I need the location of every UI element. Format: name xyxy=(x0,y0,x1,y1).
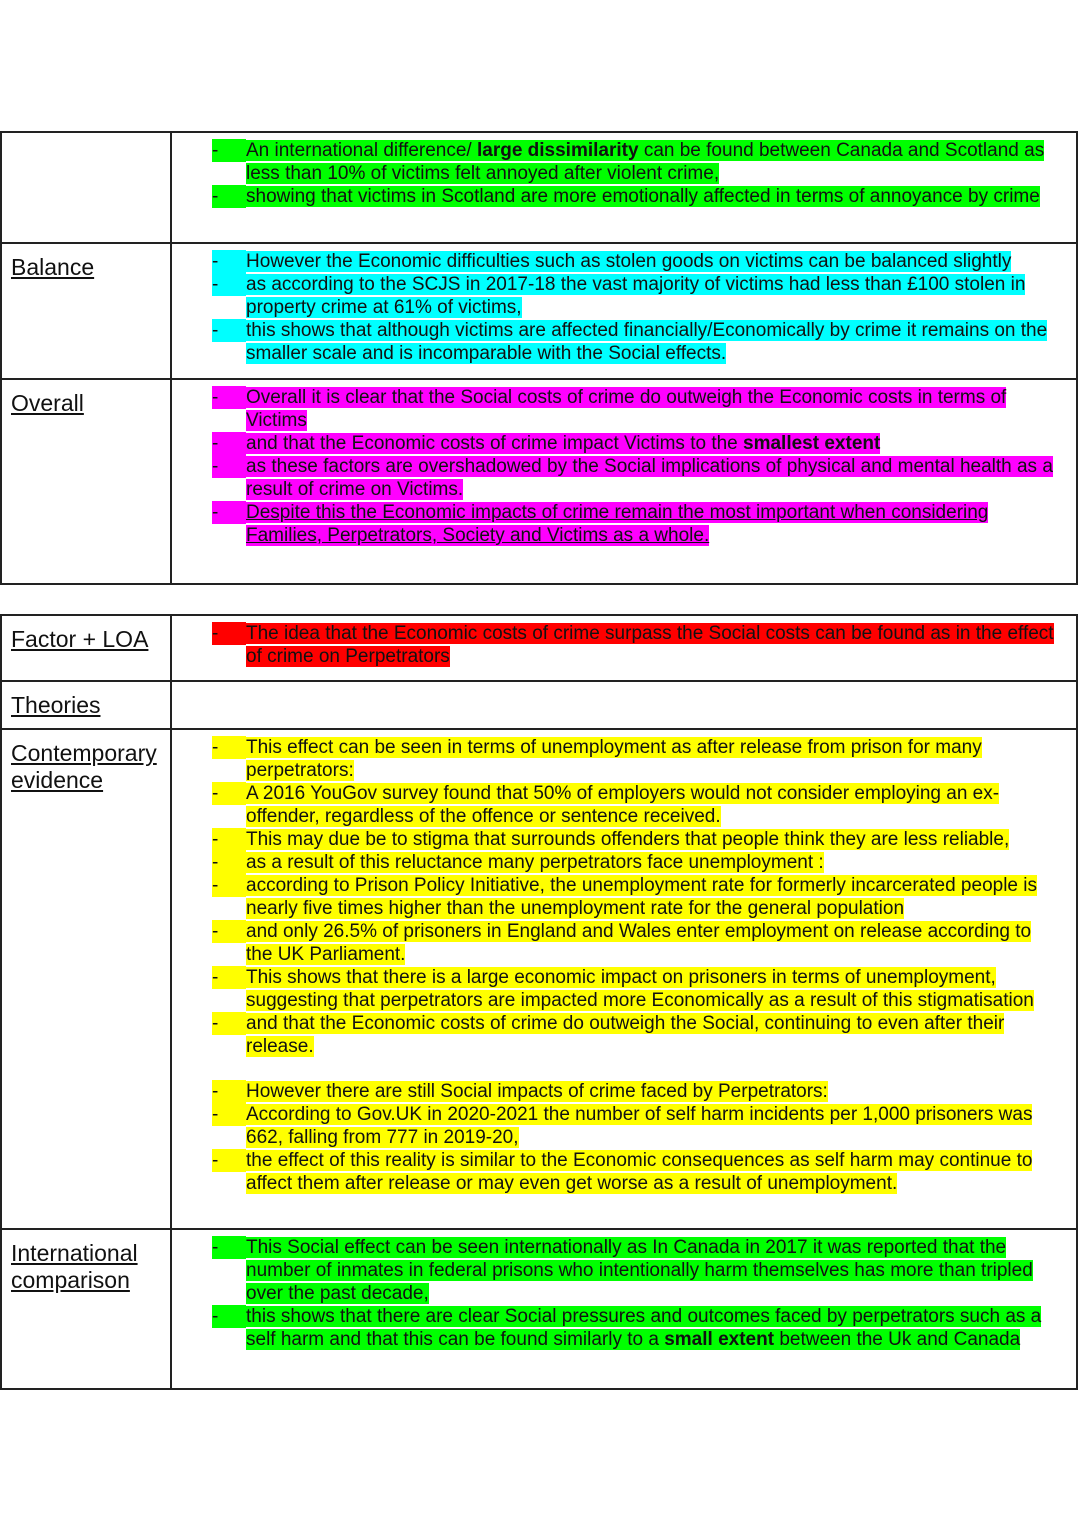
bullet-text: Overall it is clear that the Social costs of crime do outweigh the Economic costs in terms of Victims xyxy=(246,387,1007,431)
bullet-text: as according to the SCJS in 2017-18 the vast majority of victims had less than £100 stolen in property crime at 61% of victims, xyxy=(246,274,1026,318)
bullet-item xyxy=(172,386,1062,432)
dash-bullet-icon: - xyxy=(212,1237,219,1258)
bullet-text: this shows that although victims are affected financially/Economically by crime it remains on the smaller scale and is incomparable with the Social effects. xyxy=(246,320,1048,364)
bold-text: smallest extent xyxy=(743,433,881,454)
bullet-item xyxy=(172,966,1062,1012)
bullet-text: as a result of this reluctance many perpetrators face unemployment : xyxy=(246,852,824,873)
dash-bullet-icon: - xyxy=(212,1150,219,1171)
bullet-item xyxy=(172,185,1062,208)
bullet-list xyxy=(172,682,1076,694)
bullet-list xyxy=(172,133,1076,214)
bullet-item xyxy=(172,1149,1062,1195)
table-row xyxy=(1,132,1077,243)
bullet-item xyxy=(172,455,1062,501)
bullet-text: This may due be to stigma that surrounds offenders that people think they are less reliable, xyxy=(246,829,1010,850)
row-content-cell xyxy=(171,681,1077,729)
table-row xyxy=(1,729,1077,1229)
row-label: Overall xyxy=(11,390,84,416)
dash-bullet-icon: - xyxy=(212,1013,219,1034)
row-content-cell xyxy=(171,615,1077,681)
bullet-item xyxy=(172,736,1062,782)
bullet-text: The idea that the Economic costs of crime surpass the Social costs can be found as in the effect of crime on Perpetrators xyxy=(246,623,1054,667)
row-label-cell xyxy=(1,681,171,729)
bullet-text: and that the Economic costs of crime do outweigh the Social, continuing to even after their release. xyxy=(246,1013,1005,1057)
row-label xyxy=(2,133,170,143)
bullet-item xyxy=(172,501,1062,547)
bullet-item xyxy=(172,319,1062,365)
dash-bullet-icon: - xyxy=(212,251,219,272)
table-row xyxy=(1,681,1077,729)
dash-bullet-icon: - xyxy=(212,502,219,523)
row-content-cell xyxy=(171,1229,1077,1389)
row-content-cell xyxy=(171,243,1077,379)
bullet-item xyxy=(172,622,1062,668)
row-label: Contemporary evidence xyxy=(11,740,157,793)
row-label-cell xyxy=(1,1229,171,1389)
dash-bullet-icon: - xyxy=(212,921,219,942)
table-row xyxy=(1,615,1077,681)
bullet-text: according to Prison Policy Initiative, the unemployment rate for formerly incarcerated people is nearly five times higher than the unemployment rate for the general population xyxy=(246,875,1037,919)
dash-bullet-icon: - xyxy=(212,186,219,207)
dash-bullet-icon: - xyxy=(212,387,219,408)
row-label-cell xyxy=(1,379,171,584)
paragraph-gap xyxy=(172,1058,1062,1080)
row-label-cell xyxy=(1,615,171,681)
dash-bullet-icon: - xyxy=(212,852,219,873)
bullet-item xyxy=(172,782,1062,828)
bullet-text: and only 26.5% of prisoners in England and Wales enter employment on release according to the UK Parliament. xyxy=(246,921,1032,965)
dash-bullet-icon: - xyxy=(212,1104,219,1125)
row-content-cell xyxy=(171,729,1077,1229)
bullet-text: This Social effect can be seen internationally as In Canada in 2017 it was reported that the number of inmates in federal prisons who intentionally harm themselves has more than tripled over the past decade, xyxy=(246,1237,1033,1304)
bullet-item xyxy=(172,432,1062,455)
table-row xyxy=(1,379,1077,584)
row-label: Theories xyxy=(11,692,101,718)
row-label-cell xyxy=(1,243,171,379)
bullet-list xyxy=(172,380,1076,553)
bullet-item xyxy=(172,273,1062,319)
bullet-text: An international difference/ xyxy=(246,140,477,161)
bullet-text: A 2016 YouGov survey found that 50% of employers would not consider employing an ex-offender, regardless of the offence or sentence received. xyxy=(246,783,1000,827)
dash-bullet-icon: - xyxy=(212,783,219,804)
bullet-text: showing that victims in Scotland are more emotionally affected in terms of annoyance by crime xyxy=(246,186,1040,207)
bullet-item xyxy=(172,874,1062,920)
essay-table-1 xyxy=(0,131,1078,585)
bullet-item xyxy=(172,851,1062,874)
dash-bullet-icon: - xyxy=(212,320,219,341)
row-label: Balance xyxy=(11,254,95,280)
bullet-item xyxy=(172,1103,1062,1149)
bullet-text: and that the Economic costs of crime impact Victims to the xyxy=(246,433,744,454)
table-row xyxy=(1,1229,1077,1389)
bullet-text: This shows that there is a large economic impact on prisoners in terms of unemployment, suggesting that perpetrators are impacted more Economically as a result of this stigmatisation xyxy=(246,967,1034,1011)
bullet-list xyxy=(172,730,1076,1201)
bullet-text: However there are still Social impacts of crime faced by Perpetrators: xyxy=(246,1081,828,1102)
bullet-item xyxy=(172,828,1062,851)
bullet-list xyxy=(172,1230,1076,1357)
dash-bullet-icon: - xyxy=(212,433,219,454)
bullet-text: between the Uk and Canada xyxy=(774,1329,1021,1350)
dash-bullet-icon: - xyxy=(212,829,219,850)
bullet-text: this shows that there are clear Social pressures and outcomes faced by perpetrators such as a self harm and that this can be found similarly to a xyxy=(246,1306,1042,1350)
bullet-text: However the Economic difficulties such as stolen goods on victims can be balanced slightly xyxy=(246,251,1012,272)
dash-bullet-icon: - xyxy=(212,274,219,295)
bullet-item xyxy=(172,1236,1062,1305)
bullet-text: as these factors are overshadowed by the Social implications of physical and mental health as a result of crime on Victims. xyxy=(246,456,1053,500)
dash-bullet-icon: - xyxy=(212,623,219,644)
bullet-list xyxy=(172,616,1076,674)
bullet-item xyxy=(172,1305,1062,1351)
bullet-text: This effect can be seen in terms of unemployment as after release from prison for many perpetrators: xyxy=(246,737,982,781)
bullet-item xyxy=(172,920,1062,966)
dash-bullet-icon: - xyxy=(212,1081,219,1102)
dash-bullet-icon: - xyxy=(212,967,219,988)
bold-text: large dissimilarity xyxy=(476,140,639,161)
bullet-item xyxy=(172,139,1062,185)
bullet-list xyxy=(172,244,1076,371)
bold-text: small extent xyxy=(664,1329,775,1350)
dash-bullet-icon: - xyxy=(212,140,219,161)
dash-bullet-icon: - xyxy=(212,737,219,758)
bullet-text: can be found between Canada and Scotland as less than 10% of victims felt annoyed after violent crime, xyxy=(246,140,1045,184)
dash-bullet-icon: - xyxy=(212,1306,219,1327)
dash-bullet-icon: - xyxy=(212,456,219,477)
row-content-cell xyxy=(171,132,1077,243)
row-label-cell xyxy=(1,729,171,1229)
table-row xyxy=(1,243,1077,379)
bullet-item xyxy=(172,1080,1062,1103)
row-label: Factor + LOA xyxy=(11,626,149,652)
bullet-text: According to Gov.UK in 2020-2021 the number of self harm incidents per 1,000 prisoners was 662, falling from 777 in 2019-20, xyxy=(246,1104,1033,1148)
essay-table-2 xyxy=(0,614,1078,1390)
bullet-text: Despite this the Economic impacts of crime remain the most important when considering Families, Perpetrators, Society and Victims as a whole. xyxy=(246,502,989,546)
bullet-text: the effect of this reality is similar to the Economic consequences as self harm may continue to affect them after release or may even get worse as a result of unemployment. xyxy=(246,1150,1033,1194)
row-content-cell xyxy=(171,379,1077,584)
row-label-cell xyxy=(1,132,171,243)
bullet-item xyxy=(172,250,1062,273)
dash-bullet-icon: - xyxy=(212,875,219,896)
row-label: International comparison xyxy=(11,1240,138,1293)
bullet-item xyxy=(172,1012,1062,1058)
